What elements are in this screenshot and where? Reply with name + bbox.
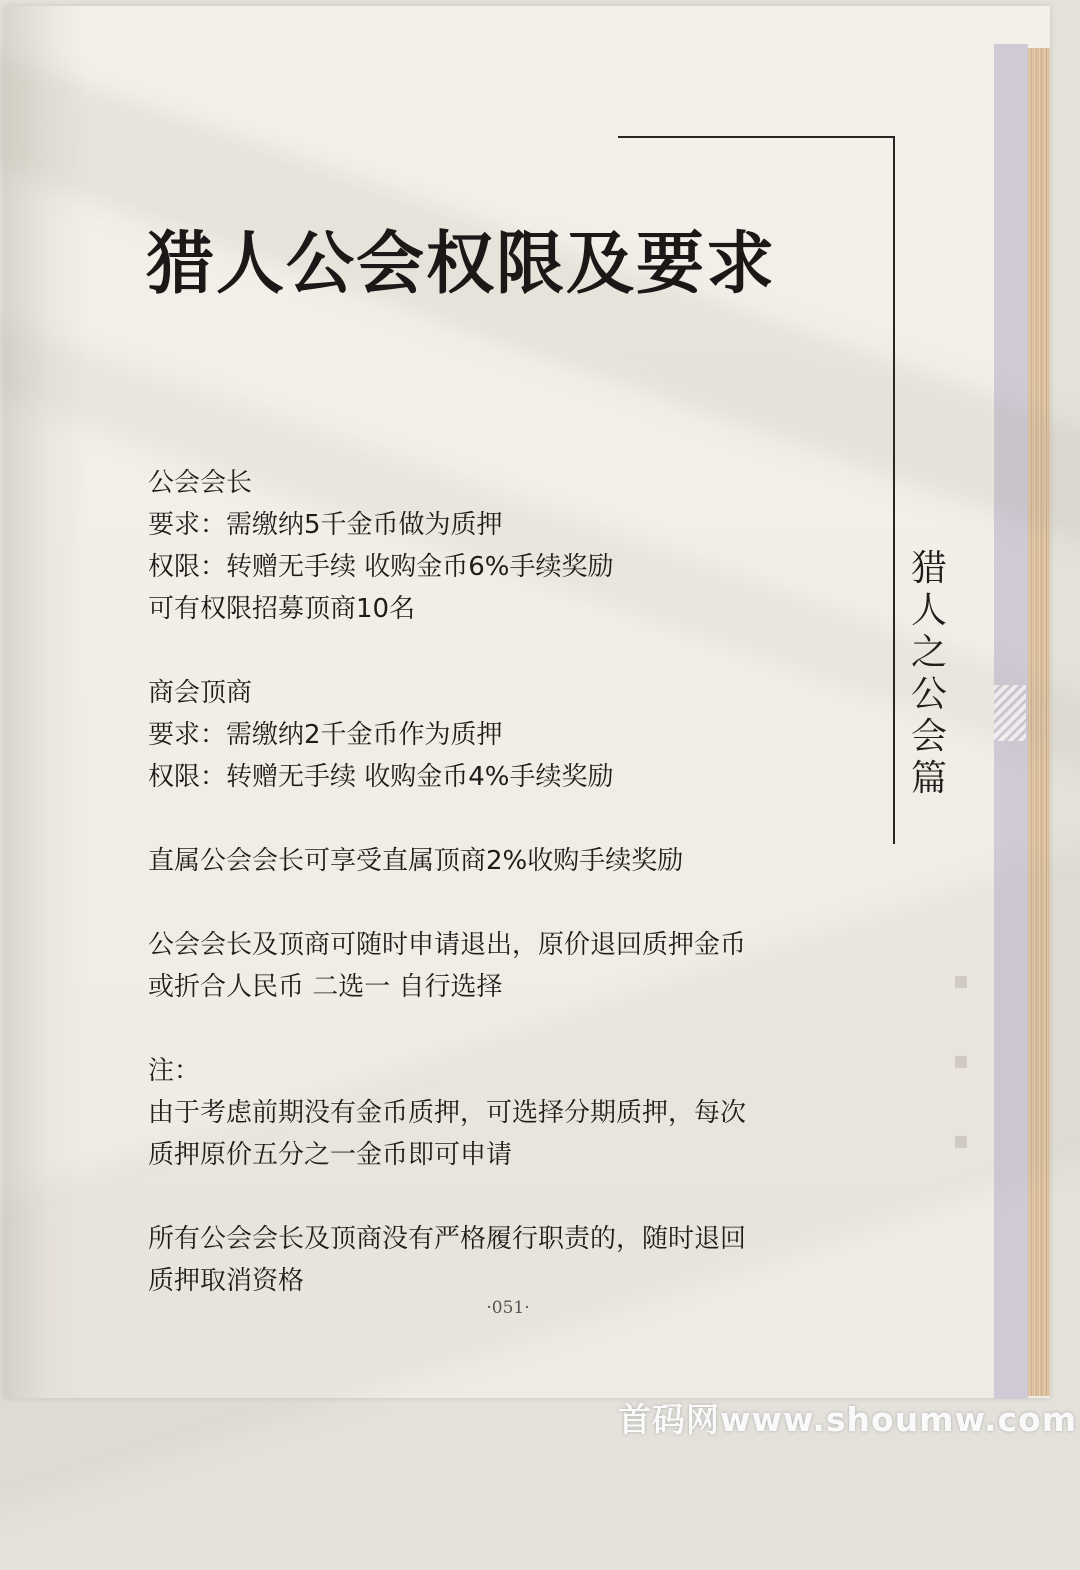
text-line: 权限：转赠无手续 收购金币4%手续奖励 [148,762,614,792]
text-line: 公会会长及顶商可随时申请退出，原价退回质押金币 [148,930,747,960]
frame-rule-vertical [893,136,895,844]
text-line: 注： [148,1056,201,1086]
text-line: 所有公会会长及顶商没有严格履行职责的，随时退回 [148,1224,747,1254]
page-gutter [4,6,88,1398]
text-line: 或折合人民币 二选一 自行选择 [148,972,503,1002]
bookmark-tab [994,685,1026,741]
text-line: 质押原价五分之一金币即可申请 [148,1140,513,1170]
page-stack-edge [1028,48,1050,1396]
text-line: 直属公会会长可享受直属顶商2%收购手续奖励 [148,846,684,876]
text-line: 可有权限招募顶商10名 [148,594,416,624]
text-line: 要求：需缴纳2千金币作为质押 [148,720,503,750]
paragraph [148,1050,848,1176]
paragraph [148,840,848,882]
paragraph [148,462,848,630]
paragraph [148,672,848,798]
page-title: 猎人公会权限及要求 [146,224,777,304]
text-line: 商会顶商 [148,678,253,708]
frame-rule-horizontal [618,136,895,138]
page-number: ·051· [486,1298,530,1318]
watermark: 首码网www.shoumw.com [618,1400,1078,1439]
text-line: 质押取消资格 [148,1266,305,1296]
body-text [148,462,848,1344]
text-line: 由于考虑前期没有金币质押，可选择分期质押，每次 [148,1098,747,1128]
paragraph [148,924,848,1008]
text-line: 权限：转赠无手续 收购金币6%手续奖励 [148,552,614,582]
paragraph [148,1218,848,1302]
text-line: 要求：需缴纳5千金币做为质押 [148,510,503,540]
chapter-label: 猎人之公会篇 [910,548,947,799]
text-line: 公会会长 [148,468,253,498]
show-through-text: ▪ ▪ ▪ [952,966,970,1154]
